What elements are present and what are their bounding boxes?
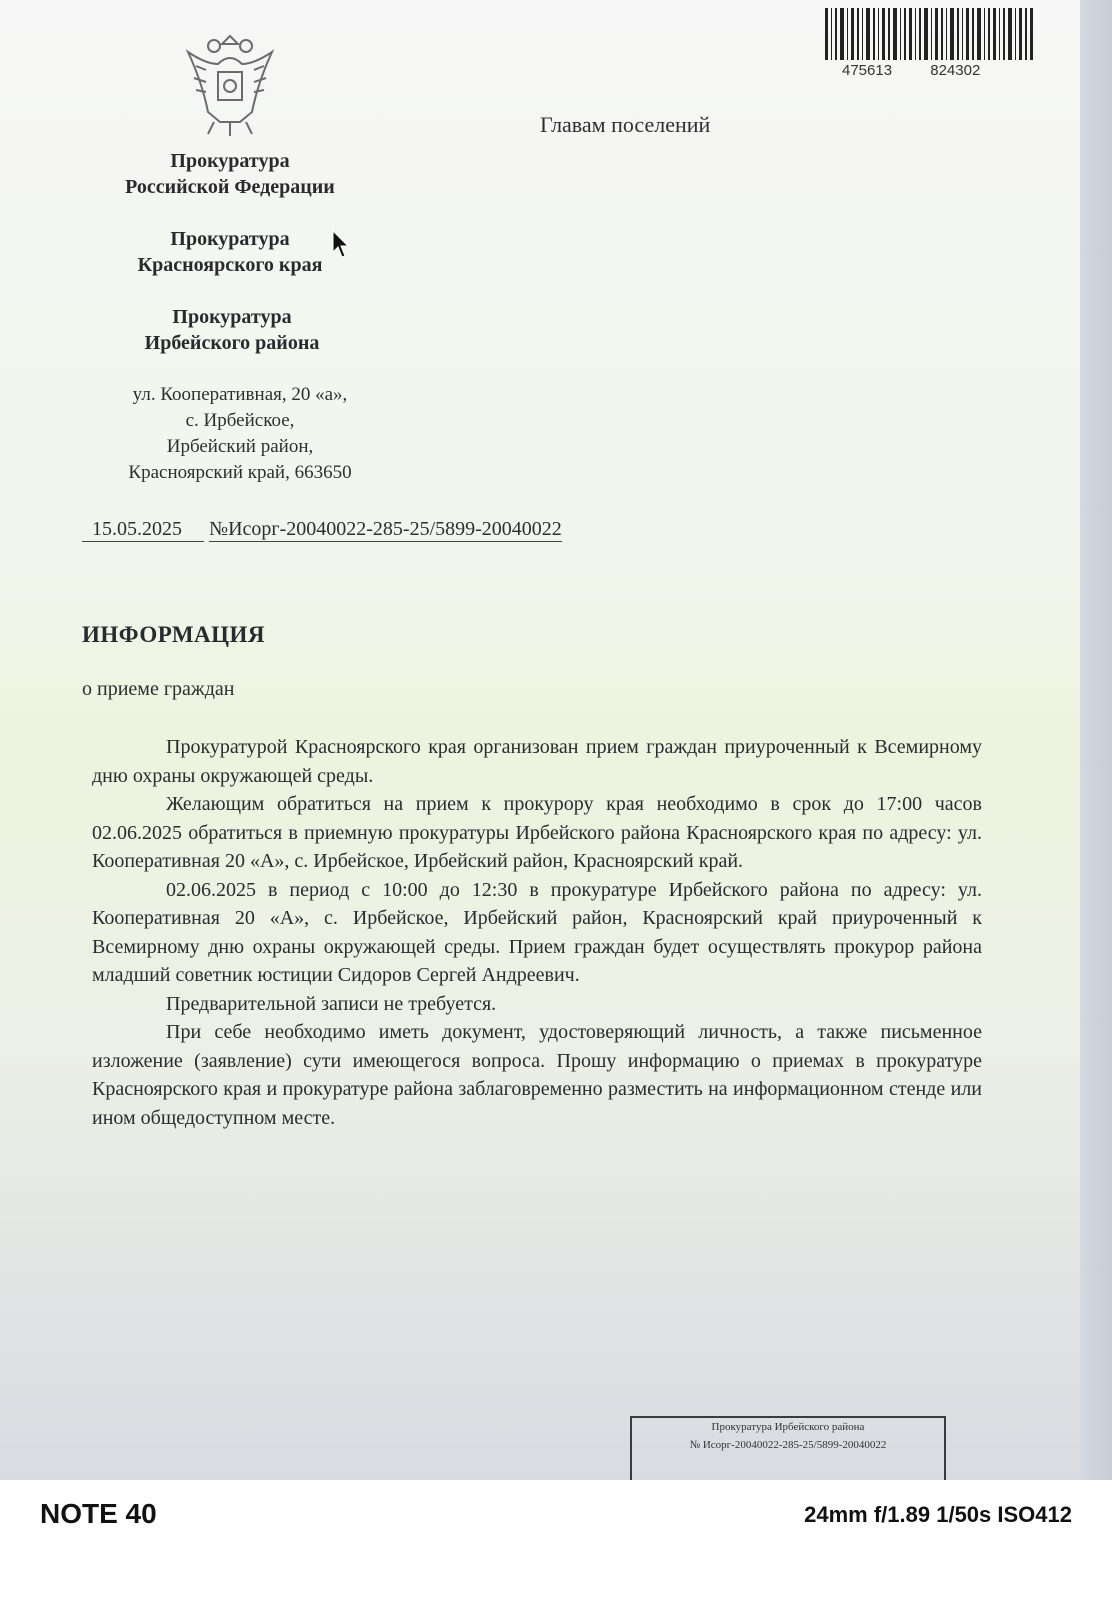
letterhead-org-regional <box>110 226 350 278</box>
address-line: Красноярский край, 663650 <box>128 462 352 483</box>
letterhead-address <box>100 382 380 486</box>
addressee: Главам поселений <box>540 112 711 137</box>
camera-brand: NOTE 40 <box>40 1498 157 1529</box>
address-line: Ирбейский район, <box>166 436 314 457</box>
letterhead-org-federal <box>100 148 360 200</box>
barcode-number-right: 824302 <box>930 62 981 79</box>
body-paragraph: Желающим обратиться на прием к прокурору края необходимо в срок до 17:00 часов 02.06.2025 обратиться в приемную прокуратуры Ирбейского района Красноярского края по адресу: ул. Кооперативная 20 «А», с. Ирбейское, Ирбейский район, Красноярский край. <box>92 793 982 872</box>
body-paragraph: Предварительной записи не требуется. <box>166 992 497 1015</box>
org-federal-line2: Российской Федерации <box>125 176 335 198</box>
address-line: с. Ирбейское, <box>185 410 295 431</box>
org-district-line1: Прокуратура <box>172 306 292 328</box>
stamp-line2: № Исорг-20040022-285-25/5899-20040022 <box>689 1439 887 1451</box>
body-paragraph: 02.06.2025 в период с 10:00 до 12:30 в прокуратуре Ирбейского района по адресу: ул. Кооперативная 20 «А», с. Ирбейское, Ирбейский район, Красноярский край приуроченный к Всемирному дню охраны окружающей среды. Прием граждан будет осуществлять прокурор района младший советник юстиции Сидоров Сергей Андреевич. <box>92 878 982 986</box>
document-subtitle: о приеме граждан <box>82 678 235 700</box>
barcode-numbers <box>842 62 980 79</box>
registration-stamp <box>630 1416 946 1480</box>
body-paragraph: Прокуратурой Красноярского края организован прием граждан приуроченный к Всемирному дню охраны окружающей среды. <box>92 736 982 787</box>
letterhead-org-district <box>112 304 352 356</box>
coat-of-arms-icon <box>178 22 282 138</box>
mouse-cursor-icon <box>332 230 350 258</box>
document-body <box>92 733 982 1132</box>
camera-exif: 24mm f/1.89 1/50s ISO412 <box>804 1502 1072 1527</box>
page-edge <box>1080 0 1112 1480</box>
body-paragraph: При себе необходимо иметь документ, удостоверяющий личность, а также письменное изложение (заявление) сути имеющегося вопроса. Прошу информацию о приемах в прокуратуре Красноярского края и прокуратуре района заблаговременно разместить на информационном стенде или ином общедоступном месте. <box>92 1021 982 1129</box>
org-federal-line1: Прокуратура <box>170 150 290 172</box>
camera-watermark <box>0 1480 1112 1600</box>
registration-line <box>82 518 562 542</box>
barcode-number-left: 475613 <box>842 62 893 79</box>
org-regional-line2: Красноярского края <box>137 254 323 276</box>
registration-date: 15.05.2025 <box>82 518 204 542</box>
org-district-line2: Ирбейского района <box>144 332 320 354</box>
stamp-line1: Прокуратура Ирбейского района <box>711 1421 865 1433</box>
org-regional-line1: Прокуратура <box>170 228 290 250</box>
registration-number: №Исорг-20040022-285-25/5899-20040022 <box>209 518 562 540</box>
document-title: ИНФОРМАЦИЯ <box>82 622 266 647</box>
address-line: ул. Кооперативная, 20 «а», <box>132 384 348 405</box>
barcode <box>825 8 1035 60</box>
